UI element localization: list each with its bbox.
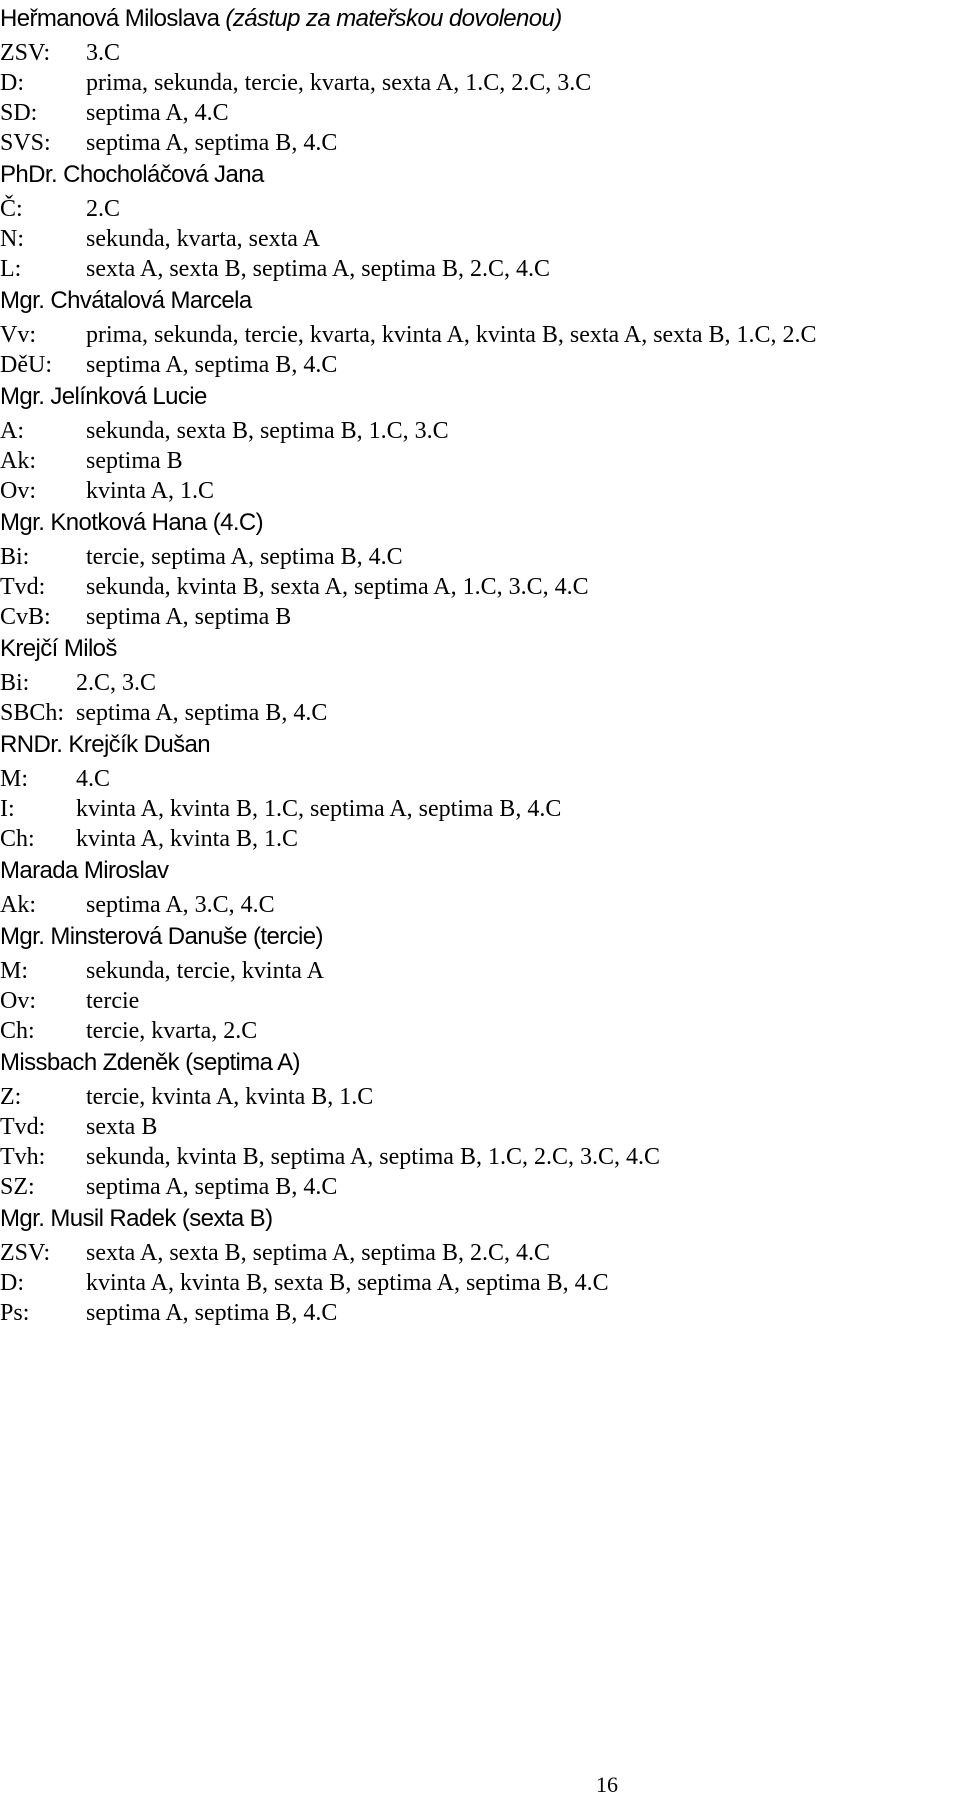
subject-code: Bi: [0, 670, 30, 696]
subject-code: ZSV: [0, 40, 51, 66]
subject-code: Ak: [0, 448, 36, 474]
subject-row [0, 416, 960, 446]
teacher-section [0, 2, 960, 158]
subject-row [0, 38, 960, 68]
class-list: septima A, septima B, 4.C [86, 130, 338, 156]
subject-row [0, 1238, 960, 1268]
subject-code: Ov: [0, 988, 36, 1014]
subject-row [0, 68, 960, 98]
class-list: prima, sekunda, tercie, kvarta, sexta A, 1.C, 2.C, 3.C [86, 70, 592, 96]
class-list: sekunda, kvinta B, septima A, septima B, 1.C, 2.C, 3.C, 4.C [86, 1144, 660, 1170]
subject-code: M: [0, 766, 29, 792]
class-list: sekunda, tercie, kvinta A [86, 958, 324, 984]
teacher-section [0, 632, 960, 728]
subject-row [0, 764, 960, 794]
teacher-name [0, 2, 960, 38]
subject-code: Tvd: [0, 1114, 46, 1140]
subject-code: ZSV: [0, 1240, 51, 1266]
subject-row [0, 1268, 960, 1298]
subject-row [0, 128, 960, 158]
subject-code: L: [0, 256, 22, 282]
teacher-note: (zástup za mateřskou dovolenou) [219, 5, 562, 32]
subject-code: Vv: [0, 322, 36, 348]
teacher-name-text: Missbach Zdeněk (septima A) [0, 1049, 300, 1076]
class-list: sekunda, kvinta B, sexta A, septima A, 1.C, 3.C, 4.C [86, 574, 589, 600]
class-list: septima A, septima B, 4.C [86, 1300, 338, 1326]
subject-row [0, 668, 960, 698]
subject-code: SD: [0, 100, 38, 126]
subject-code: Ch: [0, 1018, 35, 1044]
class-list: tercie, kvinta A, kvinta B, 1.C [86, 1084, 374, 1110]
subject-code: Ov: [0, 478, 36, 504]
teacher-section [0, 1046, 960, 1202]
class-list: sexta A, sexta B, septima A, septima B, 2.C, 4.C [86, 1240, 550, 1266]
teacher-name [0, 284, 960, 320]
subject-code: Bi: [0, 544, 30, 570]
class-list: tercie, septima A, septima B, 4.C [86, 544, 403, 570]
subject-code: D: [0, 1270, 24, 1296]
subject-code: Tvh: [0, 1144, 46, 1170]
class-list: septima A, septima B, 4.C [76, 700, 328, 726]
subject-code: CvB: [0, 604, 51, 630]
teacher-name-text: Mgr. Musil Radek (sexta B) [0, 1205, 273, 1232]
class-list: septima A, 4.C [86, 100, 229, 126]
class-list: sexta B [86, 1114, 158, 1140]
subject-row [0, 254, 960, 284]
class-list: kvinta A, kvinta B, sexta B, septima A, septima B, 4.C [86, 1270, 609, 1296]
class-list: septima A, 3.C, 4.C [86, 892, 275, 918]
class-list: sekunda, sexta B, septima B, 1.C, 3.C [86, 418, 449, 444]
subject-code: Č: [0, 196, 23, 222]
subject-row [0, 824, 960, 854]
subject-code: A: [0, 418, 24, 444]
teacher-name [0, 920, 960, 956]
teacher-name [0, 158, 960, 194]
subject-row [0, 194, 960, 224]
subject-code: Ch: [0, 826, 35, 852]
subject-code: Tvd: [0, 574, 46, 600]
class-list: tercie, kvarta, 2.C [86, 1018, 258, 1044]
teacher-section [0, 284, 960, 380]
teacher-assignment-list [0, 2, 960, 1328]
teacher-name [0, 506, 960, 542]
class-list: sexta A, sexta B, septima A, septima B, 2.C, 4.C [86, 256, 550, 282]
teacher-section [0, 854, 960, 920]
subject-row [0, 350, 960, 380]
teacher-name-text: Mgr. Knotková Hana (4.C) [0, 509, 264, 536]
subject-code: Ak: [0, 892, 36, 918]
class-list: septima B [86, 448, 183, 474]
subject-row [0, 698, 960, 728]
subject-row [0, 1016, 960, 1046]
class-list: 2.C, 3.C [76, 670, 157, 696]
teacher-section [0, 380, 960, 506]
subject-row [0, 476, 960, 506]
subject-row [0, 1142, 960, 1172]
subject-row [0, 1172, 960, 1202]
subject-row [0, 98, 960, 128]
subject-row [0, 986, 960, 1016]
subject-code: DěU: [0, 352, 52, 378]
subject-row [0, 956, 960, 986]
subject-code: Z: [0, 1084, 22, 1110]
teacher-section [0, 158, 960, 284]
class-list: kvinta A, kvinta B, 1.C [76, 826, 298, 852]
class-list: 2.C [86, 196, 121, 222]
class-list: 4.C [76, 766, 111, 792]
subject-row [0, 1082, 960, 1112]
subject-code: M: [0, 958, 29, 984]
teacher-name [0, 1202, 960, 1238]
subject-row [0, 1298, 960, 1328]
subject-code: D: [0, 70, 24, 96]
class-list: septima A, septima B [86, 604, 292, 630]
subject-code: SBCh: [0, 700, 65, 726]
teacher-name [0, 854, 960, 890]
subject-row [0, 446, 960, 476]
subject-row [0, 542, 960, 572]
class-list: septima A, septima B, 4.C [86, 352, 338, 378]
subject-row [0, 572, 960, 602]
teacher-name-text: Krejčí Miloš [0, 635, 117, 662]
teacher-name [0, 1046, 960, 1082]
teacher-name-text: Mgr. Chvátalová Marcela [0, 287, 252, 314]
subject-row [0, 224, 960, 254]
teacher-name-text: PhDr. Chocholáčová Jana [0, 161, 264, 188]
class-list: kvinta A, 1.C [86, 478, 215, 504]
teacher-name [0, 728, 960, 764]
class-list: sekunda, kvarta, sexta A [86, 226, 320, 252]
class-list: prima, sekunda, tercie, kvarta, kvinta A, kvinta B, sexta A, sexta B, 1.C, 2.C [86, 322, 817, 348]
teacher-section [0, 506, 960, 632]
subject-code: N: [0, 226, 24, 252]
class-list: tercie [86, 988, 140, 1014]
subject-code: SZ: [0, 1174, 35, 1200]
teacher-name [0, 632, 960, 668]
class-list: 3.C [86, 40, 121, 66]
subject-code: Ps: [0, 1300, 30, 1326]
subject-row [0, 320, 960, 350]
page-number: 16 [596, 1772, 618, 1797]
subject-code: I: [0, 796, 15, 822]
subject-row [0, 602, 960, 632]
teacher-name-text: Mgr. Jelínková Lucie [0, 383, 207, 410]
teacher-section [0, 728, 960, 854]
class-list: septima A, septima B, 4.C [86, 1174, 338, 1200]
subject-row [0, 794, 960, 824]
class-list: kvinta A, kvinta B, 1.C, septima A, septima B, 4.C [76, 796, 562, 822]
teacher-section [0, 920, 960, 1046]
teacher-name-text: Mgr. Minsterová Danuše (tercie) [0, 923, 323, 950]
teacher-name-text: RNDr. Krejčík Dušan [0, 731, 210, 758]
teacher-section [0, 1202, 960, 1328]
subject-row [0, 890, 960, 920]
subject-code: SVS: [0, 130, 51, 156]
teacher-name-text: Marada Miroslav [0, 857, 169, 884]
subject-row [0, 1112, 960, 1142]
teacher-name [0, 380, 960, 416]
teacher-name-text: Heřmanová Miloslava [0, 5, 220, 32]
